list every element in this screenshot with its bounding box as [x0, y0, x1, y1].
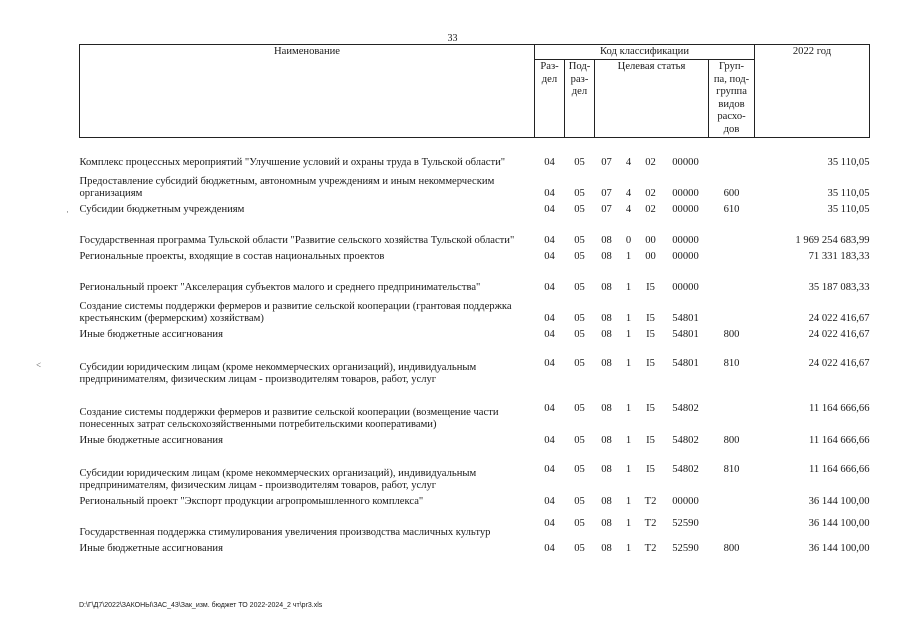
- row-name: Субсидии юридическим лицам (кроме некоммерческих организаций), индивидуальным предпринимателям, физическим лицам - производителям товаров, работ, услуг: [79, 362, 477, 385]
- row-name: Государственная поддержка стимулирования увеличения производства масличных культур: [79, 527, 491, 538]
- row-amount: 24 022 416,67: [808, 329, 870, 340]
- header-podrazdel: Под- раз- дел: [565, 60, 595, 138]
- row-amount: 35 110,05: [827, 157, 870, 168]
- row-razdel: 04: [544, 329, 555, 340]
- row-group: [709, 247, 755, 263]
- row-amount: 36 144 100,00: [808, 496, 870, 507]
- row-target-3: T2: [644, 543, 657, 554]
- row-target-1: 08: [601, 543, 612, 554]
- row-razdel: 04: [544, 357, 555, 369]
- row-podrazdel: 05: [574, 402, 585, 414]
- row-razdel: 04: [544, 251, 555, 262]
- row-target-2: 1: [625, 435, 632, 446]
- row-podrazdel: 05: [574, 543, 585, 554]
- budget-table: [79, 44, 870, 555]
- header-razdel: Раз- дел: [535, 60, 565, 138]
- header-target: Целевая статья: [595, 60, 709, 138]
- table-row: [80, 263, 870, 294]
- row-amount: 11 164 666,66: [809, 463, 870, 475]
- row-target-1: 08: [601, 517, 612, 529]
- page-number: 33: [447, 33, 458, 44]
- row-target-2: 4: [625, 157, 632, 168]
- row-target-3: I5: [646, 357, 655, 369]
- row-group: 810: [723, 357, 740, 369]
- table-row: [80, 539, 870, 555]
- row-target-3: I5: [646, 402, 655, 414]
- row-target-3: 00: [645, 251, 656, 262]
- table-row: [80, 386, 870, 431]
- file-path-footer: D:\Г\Д7\2022\ЗАКОНЫ\ЗАС_43\Зак_изм. бюджет ТО 2022-2024_2 чт\pr3.xls: [79, 602, 323, 609]
- row-target-4: 54802: [672, 463, 699, 475]
- header-group: Груп- па, под- группа видов расхо- дов: [709, 60, 755, 138]
- row-target-3: T2: [644, 517, 657, 529]
- row-razdel: 04: [544, 204, 555, 215]
- row-name: Субсидии юридическим лицам (кроме некоммерческих организаций), индивидуальным предпринимателям, физическим лицам - производителям товаров, работ, услуг: [79, 468, 477, 491]
- row-group: [709, 216, 755, 247]
- row-target-2: 1: [625, 357, 632, 369]
- row-target-1: 08: [601, 329, 612, 340]
- row-target-4: 00000: [672, 282, 699, 293]
- row-target-2: 1: [625, 496, 632, 507]
- row-group: 800: [723, 543, 740, 554]
- row-target-3: I5: [646, 435, 655, 446]
- table-row: [80, 508, 870, 539]
- row-target-4: 54801: [672, 357, 699, 369]
- row-target-4: 00000: [672, 157, 699, 168]
- header-name: Наименование: [80, 45, 535, 138]
- table-row: [80, 447, 870, 492]
- table-row: [80, 247, 870, 263]
- row-podrazdel: 05: [574, 251, 585, 262]
- scan-arrow-mark: ˂: [36, 360, 42, 370]
- row-razdel: 04: [544, 517, 555, 529]
- header-code: Код классификации: [535, 45, 755, 60]
- row-target-1: 08: [601, 313, 612, 324]
- row-target-1: 08: [601, 251, 612, 262]
- row-target-3: I5: [646, 282, 655, 293]
- row-target-3: T2: [644, 496, 657, 507]
- scan-speck: ·: [66, 207, 69, 217]
- table-row: [80, 492, 870, 508]
- table-row: [80, 431, 870, 447]
- row-group: 800: [723, 435, 740, 446]
- row-target-4: 00000: [672, 496, 699, 507]
- row-target-4: 54802: [672, 402, 699, 414]
- row-amount: 35 110,05: [827, 188, 870, 199]
- row-target-2: 1: [625, 313, 632, 324]
- row-group: [709, 492, 755, 508]
- row-name: Региональный проект "Экспорт продукции агропромышленного комплекса": [79, 496, 424, 507]
- row-target-2: 4: [625, 188, 632, 199]
- row-target-4: 52590: [672, 543, 699, 554]
- table-row: [80, 294, 870, 325]
- row-group: [709, 386, 755, 431]
- row-razdel: 04: [544, 543, 555, 554]
- row-target-1: 08: [601, 282, 612, 293]
- row-podrazdel: 05: [574, 517, 585, 529]
- row-name: Государственная программа Тульской области "Развитие сельского хозяйства Тульской области": [79, 235, 515, 246]
- row-group: [709, 508, 755, 539]
- row-target-2: 0: [625, 235, 632, 246]
- row-target-3: I5: [646, 313, 655, 324]
- table-row: [80, 169, 870, 200]
- row-target-4: 54801: [672, 313, 699, 324]
- row-podrazdel: 05: [574, 496, 585, 507]
- row-target-3: I5: [646, 329, 655, 340]
- row-target-2: 1: [625, 402, 632, 414]
- row-podrazdel: 05: [574, 329, 585, 340]
- row-target-3: I5: [646, 463, 655, 475]
- row-target-1: 08: [601, 402, 612, 414]
- row-target-1: 08: [601, 496, 612, 507]
- row-group: 610: [723, 204, 740, 215]
- row-razdel: 04: [544, 463, 555, 475]
- row-amount: 36 144 100,00: [808, 543, 870, 554]
- row-target-3: 00: [645, 235, 656, 246]
- row-target-4: 00000: [672, 204, 699, 215]
- row-name: Субсидии бюджетным учреждениям: [79, 204, 245, 215]
- row-podrazdel: 05: [574, 204, 585, 215]
- row-target-1: 07: [601, 157, 612, 168]
- table-row: [80, 341, 870, 386]
- row-amount: 24 022 416,67: [808, 357, 870, 369]
- row-target-2: 1: [625, 463, 632, 475]
- row-target-1: 07: [601, 204, 612, 215]
- row-podrazdel: 05: [574, 313, 585, 324]
- row-target-1: 07: [601, 188, 612, 199]
- row-target-1: 08: [601, 463, 612, 475]
- row-razdel: 04: [544, 435, 555, 446]
- row-target-3: 02: [645, 157, 656, 168]
- row-amount: 24 022 416,67: [808, 313, 870, 324]
- row-podrazdel: 05: [574, 157, 585, 168]
- row-target-4: 00000: [672, 251, 699, 262]
- row-target-1: 08: [601, 357, 612, 369]
- row-target-4: 00000: [672, 235, 699, 246]
- row-amount: 11 164 666,66: [809, 402, 870, 414]
- header-year: 2022 год: [755, 45, 870, 138]
- row-razdel: 04: [544, 235, 555, 246]
- row-target-4: 54802: [672, 435, 699, 446]
- row-target-4: 54801: [672, 329, 699, 340]
- row-amount: 35 110,05: [827, 204, 870, 215]
- row-amount: 36 144 100,00: [808, 517, 870, 529]
- row-razdel: 04: [544, 282, 555, 293]
- row-target-3: 02: [645, 204, 656, 215]
- row-name: Региональные проекты, входящие в состав национальных проектов: [79, 251, 385, 262]
- row-name: Иные бюджетные ассигнования: [79, 329, 223, 340]
- row-name: Региональный проект "Акселерация субъектов малого и среднего предпринимательства": [79, 282, 481, 293]
- row-name: Создание системы поддержки фермеров и развитие сельской кооперации (грантовая поддержка крестьянским (фермерским) хозяйствам): [79, 301, 512, 324]
- row-group: 800: [723, 329, 740, 340]
- row-group: [709, 263, 755, 294]
- row-group: 600: [723, 188, 740, 199]
- table-row: [80, 200, 870, 216]
- row-podrazdel: 05: [574, 357, 585, 369]
- row-razdel: 04: [544, 402, 555, 414]
- row-amount: 11 164 666,66: [809, 435, 870, 446]
- row-group: 810: [723, 463, 740, 475]
- row-podrazdel: 05: [574, 282, 585, 293]
- row-podrazdel: 05: [574, 435, 585, 446]
- row-podrazdel: 05: [574, 463, 585, 475]
- row-name: Создание системы поддержки фермеров и развитие сельской кооперации (возмещение части понесенных затрат сельскохозяйственными потребительскими кооперативами): [79, 407, 499, 430]
- table-row: [80, 325, 870, 341]
- row-target-1: 08: [601, 435, 612, 446]
- row-podrazdel: 05: [574, 235, 585, 246]
- row-razdel: 04: [544, 313, 555, 324]
- row-amount: 1 969 254 683,99: [795, 235, 870, 246]
- row-target-2: 1: [625, 329, 632, 340]
- row-name: Предоставление субсидий бюджетным, автономным учреждениям и иным некоммерческим организациям: [79, 176, 495, 199]
- row-amount: 71 331 183,33: [808, 251, 870, 262]
- table-row: [80, 216, 870, 247]
- row-target-2: 4: [625, 204, 632, 215]
- row-name: Иные бюджетные ассигнования: [79, 435, 223, 446]
- row-razdel: 04: [544, 188, 555, 199]
- row-name: Иные бюджетные ассигнования: [79, 543, 223, 554]
- row-target-4: 52590: [672, 517, 699, 529]
- row-podrazdel: 05: [574, 188, 585, 199]
- row-target-2: 1: [625, 251, 632, 262]
- row-target-3: 02: [645, 188, 656, 199]
- row-target-2: 1: [625, 543, 632, 554]
- row-razdel: 04: [544, 496, 555, 507]
- row-target-2: 1: [625, 517, 632, 529]
- table-row: [80, 138, 870, 170]
- row-razdel: 04: [544, 157, 555, 168]
- row-target-4: 00000: [672, 188, 699, 199]
- row-group: [709, 138, 755, 170]
- row-amount: 35 187 083,33: [808, 282, 870, 293]
- row-target-1: 08: [601, 235, 612, 246]
- row-name: Комплекс процессных мероприятий "Улучшение условий и охраны труда в Тульской области": [79, 157, 506, 168]
- row-target-2: 1: [625, 282, 632, 293]
- row-group: [709, 294, 755, 325]
